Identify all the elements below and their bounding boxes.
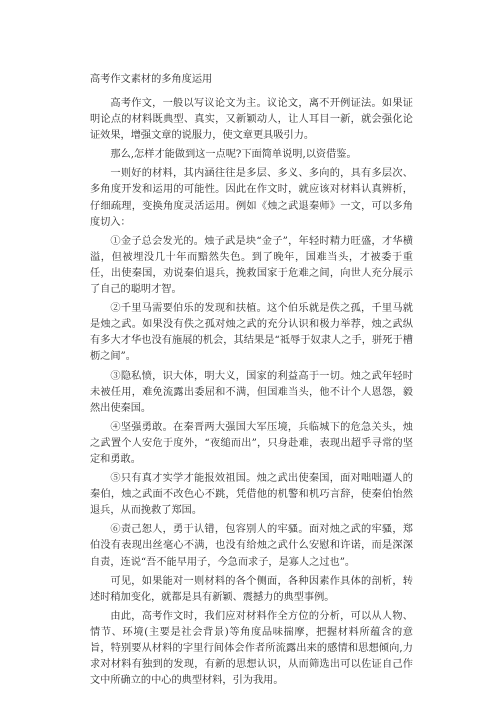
paragraph-conclusion: 由此，高考作文时，我们应对材料作全方位的分析，可以从人物、情节、环境(主要是社会背景)等角度品味揣摩，把握材料所蕴含的意旨，特别要从材料的字里行间体会作者所流露出来的感情和思想倾向,力求对材料有独到的发现，有新的思想认识，从而筛选出可以佐证自己作文中所确立的中心的典型材料，引为我用。 [90, 610, 413, 687]
paragraph-point-1: ①金子总会发光的。烛子武是块“金子”，年轻时精力旺盛，才华横溢，但被埋没几十年而黯然失色。到了晚年，国难当头，才被委于重任，出使秦国，劝说秦伯退兵，挽救国家于危难之间，向世人充分展示了自己的聪明才智。 [90, 235, 413, 296]
paragraph-point-2: ②千里马需要伯乐的发现和扶植。这个伯乐就是佚之孤，千里马就是烛之武。如果没有佚之孤对烛之武的充分认识和极力举荐，烛之武纵有多大才华也没有施展的机会，其结果是“祗辱于奴隶人之手，骈死于槽枥之间”。 [90, 303, 413, 363]
paragraph-question: 那么,怎样才能做到这一点呢?下面简单说明,以资借鉴。 [110, 149, 357, 161]
paragraph-point-4: ④坚强勇敢。在秦晋两大强国大军压境，兵临城下的危急关头，烛之武置个人安危于度外，“夜缒而出”，只身赴难，表现出超乎寻常的坚定和勇敢。 [90, 421, 413, 465]
paragraph-summary: 可见，如果能对一则材料的各个侧面，各种因素作具体的剖析，转述时稍加变化，就都是具有新颖、震撼力的典型事例。 [90, 575, 413, 603]
paragraph-point-3: ③隐私愤，识大体，明大义，国家的利益高于一切。烛之武年轻时未被任用，难免流露出委屈和不满，但国难当头，他不计个人恩怨，毅然出使秦国。 [90, 370, 413, 414]
paragraph-point-5: ⑤只有真才实学才能报效祖国。烛之武出使秦国，面对咄咄逼人的秦伯，烛之武面不改色心不跳，凭借他的机警和机巧言辞，使秦伯怡然退兵，从而挽救了郑国。 [90, 473, 413, 517]
paragraph-intro: 高考作文，一般以写议论文为主。议论文，离不开例证法。如果证明论点的材料既典型、真实，又新颖动人，让人耳目一新，就会强化论证效果，增强文章的说服力，使文章更具吸引力。 [90, 98, 413, 142]
document-page [90, 72, 413, 692]
document-title: 高考作文素材的多角度运用 [90, 74, 213, 85]
paragraph-point-6: ⑥责己恕人，勇于认错，包容别人的牢骚。面对烛之武的牢骚，郑伯没有表现出丝毫心不满，也没有给烛之武什么安慰和许诺，而是深深自责，连说“吾不能早用子，今急而求子，是寡人之过也”。 [90, 524, 413, 568]
paragraph-material: 一则好的材料，其内涵往往是多层、多义、多向的，具有多层次、多角度开发和运用的可能性。因此在作文时，就应该对材料认真辨析，仔细疏理，变换角度灵活运用。例如《烛之武退秦师》一文，可以多角度切入： [90, 168, 413, 228]
